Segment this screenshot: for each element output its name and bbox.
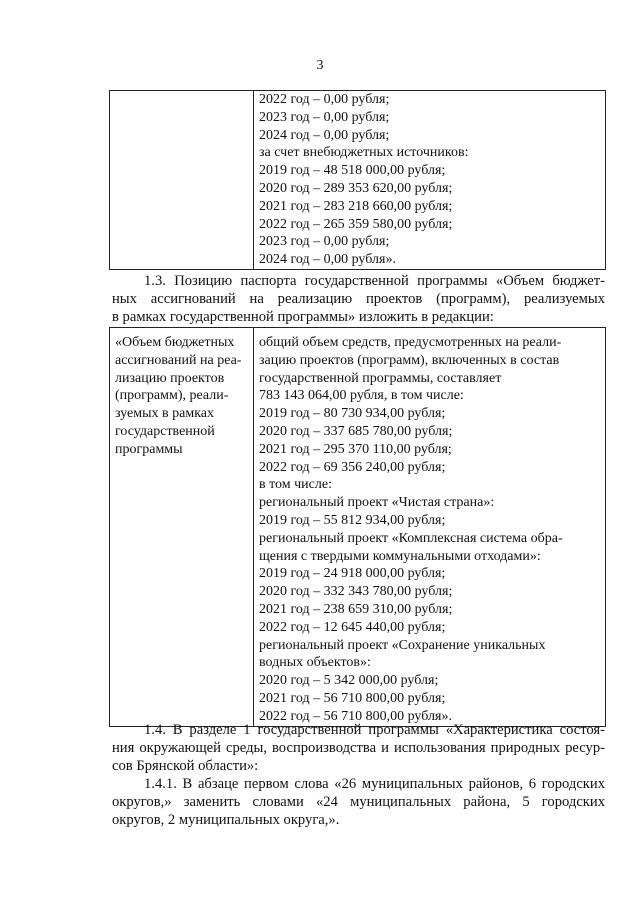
- table2-line: щения с твердыми коммунальными отходами»:: [259, 548, 541, 564]
- table2-line: в том числе:: [259, 477, 332, 493]
- table2-line: зацию проектов (программ), включенных в состав: [259, 352, 560, 368]
- table1-line: 2022 год – 265 359 580,00 рубля;: [259, 216, 453, 232]
- project-funding-table: [109, 327, 606, 727]
- table2-line: 2020 год – 332 343 780,00 рубля;: [259, 584, 453, 600]
- table2-line: региональный проект «Комплексная система обра-: [259, 530, 563, 546]
- table1-right-cell: [254, 91, 606, 270]
- paragraph-line: ных ассигнований на реализацию проектов (программ), реализуемых: [112, 290, 605, 307]
- table2-line: 2022 год – 69 356 240,00 рубля;: [259, 459, 446, 475]
- table2-left-line: (программ), реали-: [115, 388, 229, 404]
- table2-line: 2022 год – 12 645 440,00 рубля;: [259, 619, 446, 635]
- table2-left-line: лизацию проектов: [115, 370, 225, 386]
- table2-line: 783 143 064,00 рубля, в том числе:: [259, 388, 464, 404]
- page-number: 3: [316, 58, 324, 73]
- table2-left-line: государственной: [115, 423, 215, 439]
- table2-right-cell: [254, 328, 606, 727]
- paragraph-line: ния окружающей среды, воспроизводства и использования природных ресур-: [112, 739, 605, 756]
- table2-left-line: программы: [115, 441, 183, 457]
- paragraph-line: 1.3. Позицию паспорта государственной программы «Объем бюджет-: [144, 273, 605, 289]
- table2-left-line: ассигнований на реа-: [115, 352, 242, 368]
- table2-line: 2019 год – 24 918 000,00 рубля;: [259, 566, 446, 582]
- table1-line: 2023 год – 0,00 рубля;: [259, 109, 390, 125]
- table2-line: 2020 год – 5 342 000,00 рубля;: [259, 673, 439, 689]
- table2-left-cell: [110, 328, 254, 727]
- table1-line: 2020 год – 289 353 620,00 рубля;: [259, 180, 453, 196]
- table1-line: 2023 год – 0,00 рубля;: [259, 234, 390, 250]
- table2-line: региональный проект «Сохранение уникальных: [259, 637, 546, 653]
- table2-line: 2019 год – 80 730 934,00 рубля;: [259, 406, 446, 422]
- paragraph-line: 1.4.1. В абзаце первом слова «26 муниципальных районов, 6 городских: [144, 776, 605, 792]
- table2-line: 2020 год – 337 685 780,00 рубля;: [259, 423, 453, 439]
- table1-line: 2019 год – 48 518 000,00 рубля;: [259, 163, 446, 179]
- table2-line: водных объектов»:: [259, 655, 371, 671]
- paragraph-line: округов, 2 муниципальных округа,».: [112, 811, 340, 828]
- paragraph-line: сов Брянской области»:: [112, 757, 259, 774]
- paragraph-line: 1.4. В разделе 1 государственной программы «Характеристика состоя-: [144, 722, 605, 738]
- paragraph-1-3: [112, 273, 605, 326]
- paragraph-line: в рамках государственной программы» изложить в редакции:: [112, 308, 494, 325]
- table2-line: 2019 год – 55 812 934,00 рубля;: [259, 512, 446, 528]
- funding-table-continued: [109, 90, 606, 270]
- table1-line: 2022 год – 0,00 рубля;: [259, 92, 390, 107]
- table2-line: 2021 год – 238 659 310,00 рубля;: [259, 601, 453, 617]
- paragraph-line: округов,» заменить словами «24 муниципальных района, 5 городских: [112, 793, 605, 810]
- table2-left-line: «Объем бюджетных: [115, 335, 235, 350]
- table1-left-cell: [110, 91, 254, 270]
- table2-left-line: зуемых в рамках: [115, 406, 215, 422]
- table1-line: 2024 год – 0,00 рубля;: [259, 127, 390, 143]
- table1-line: за счет внебюджетных источников:: [259, 145, 469, 161]
- table1-line: 2024 год – 0,00 рубля».: [259, 252, 396, 268]
- table2-line: 2021 год – 56 710 800,00 рубля;: [259, 690, 446, 706]
- table2-line: 2022 год – 56 710 800,00 рубля».: [259, 708, 452, 724]
- table2-line: государственной программы, составляет: [259, 370, 502, 386]
- table2-line: региональный проект «Чистая страна»:: [259, 495, 495, 511]
- table2-line: общий объем средств, предусмотренных на реали-: [259, 335, 562, 350]
- paragraph-1-4: [112, 722, 605, 775]
- table1-line: 2021 год – 283 218 660,00 рубля;: [259, 198, 453, 214]
- paragraph-1-4-1: [112, 776, 605, 829]
- table2-line: 2021 год – 295 370 110,00 рубля;: [259, 441, 452, 457]
